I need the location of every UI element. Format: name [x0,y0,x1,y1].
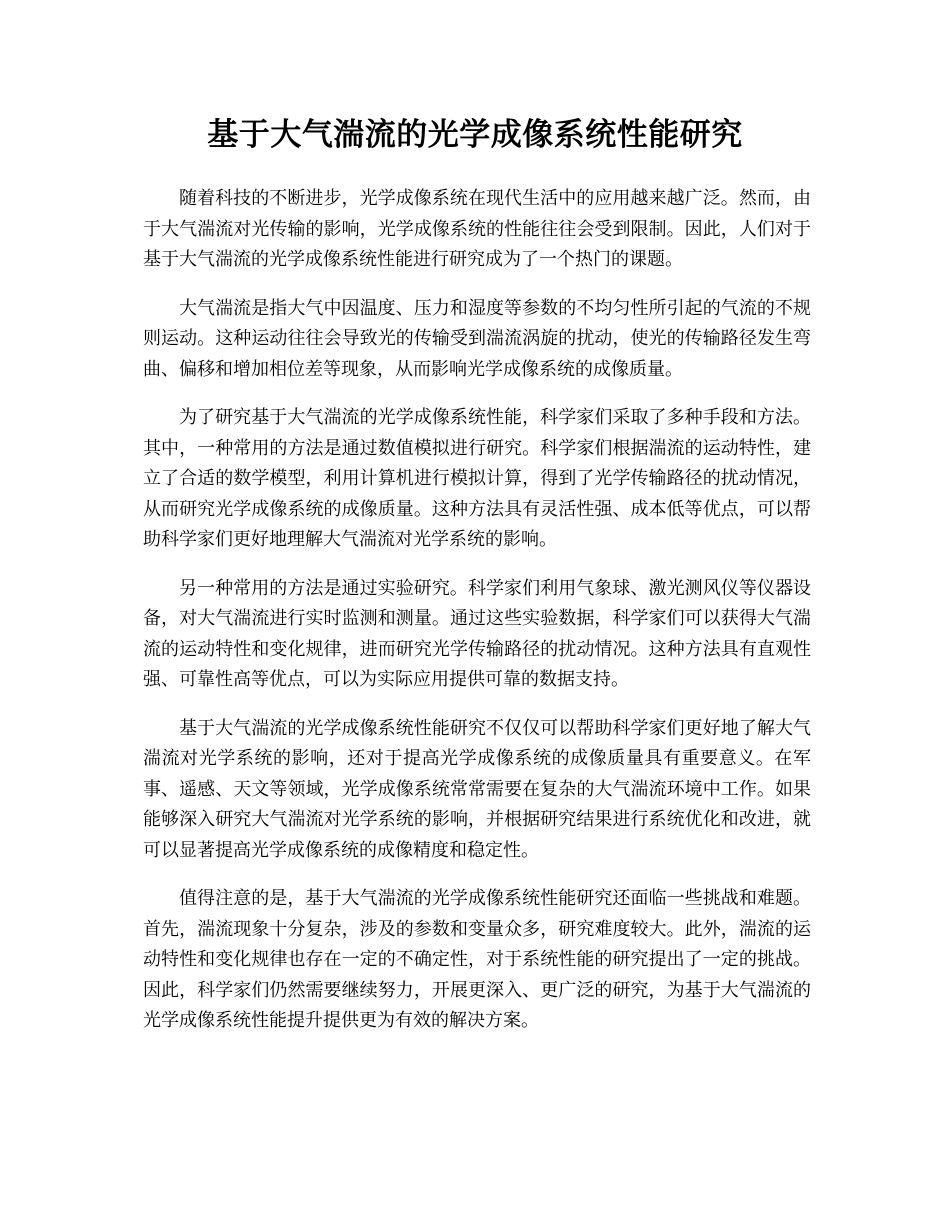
paragraph-1: 随着科技的不断进步，光学成像系统在现代生活中的应用越来越广泛。然而，由于大气湍流对光传输的影响，光学成像系统的性能往往会受到限制。因此，人们对于基于大气湍流的光学成像系统性能进行研究成为了一个热门的课题。 [143,188,811,270]
paragraph-5: 基于大气湍流的光学成像系统性能研究不仅仅可以帮助科学家们更好地了解大气湍流对光学系统的影响，还对于提高光学成像系统的成像质量具有重要意义。在军事、遥感、天文等领域，光学成像系统常常需要在复杂的大气湍流环境中工作。如果能够深入研究大气湍流对光学系统的影响，并根据研究结果进行系统优化和改进，就可以显著提高光学成像系统的成像精度和稳定性。 [143,717,811,861]
paragraph-2: 大气湍流是指大气中因温度、压力和湿度等参数的不均匀性所引起的气流的不规则运动。这种运动往往会导致光的传输受到湍流涡旋的扰动，使光的传输路径发生弯曲、偏移和增加相位差等现象，从而影响光学成像系统的成像质量。 [143,297,811,380]
paragraph-3: 为了研究基于大气湍流的光学成像系统性能，科学家们采取了多种手段和方法。其中，一种常用的方法是通过数值模拟进行研究。科学家们根据湍流的运动特性，建立了合适的数学模型，利用计算机进行模拟计算，得到了光学传输路径的扰动情况，从而研究光学成像系统的成像质量。这种方法具有灵活性强、成本低等优点，可以帮助科学家们更好地理解大气湍流对光学系统的影响。 [143,407,811,550]
paragraph-6: 值得注意的是，基于大气湍流的光学成像系统性能研究还面临一些挑战和难题。首先，湍流现象十分复杂，涉及的参数和变量众多，研究难度较大。此外，湍流的运动特性和变化规律也存在一定的不确定性，对于系统性能的研究提出了一定的挑战。因此，科学家们仍然需要继续努力，开展更深入、更广泛的研究，为基于大气湍流的光学成像系统性能提升提供更为有效的解决方案。 [143,888,811,1031]
paragraph-4: 另一种常用的方法是通过实验研究。科学家们利用气象球、激光测风仪等仪器设备，对大气湍流进行实时监测和测量。通过这些实验数据，科学家们可以获得大气湍流的运动特性和变化规律，进而研究光学传输路径的扰动情况。这种方法具有直观性强、可靠性高等优点，可以为实际应用提供可靠的数据支持。 [143,577,811,690]
document-body [143,184,811,1055]
document-title: 基于大气湍流的光学成像系统性能研究 [207,117,743,153]
